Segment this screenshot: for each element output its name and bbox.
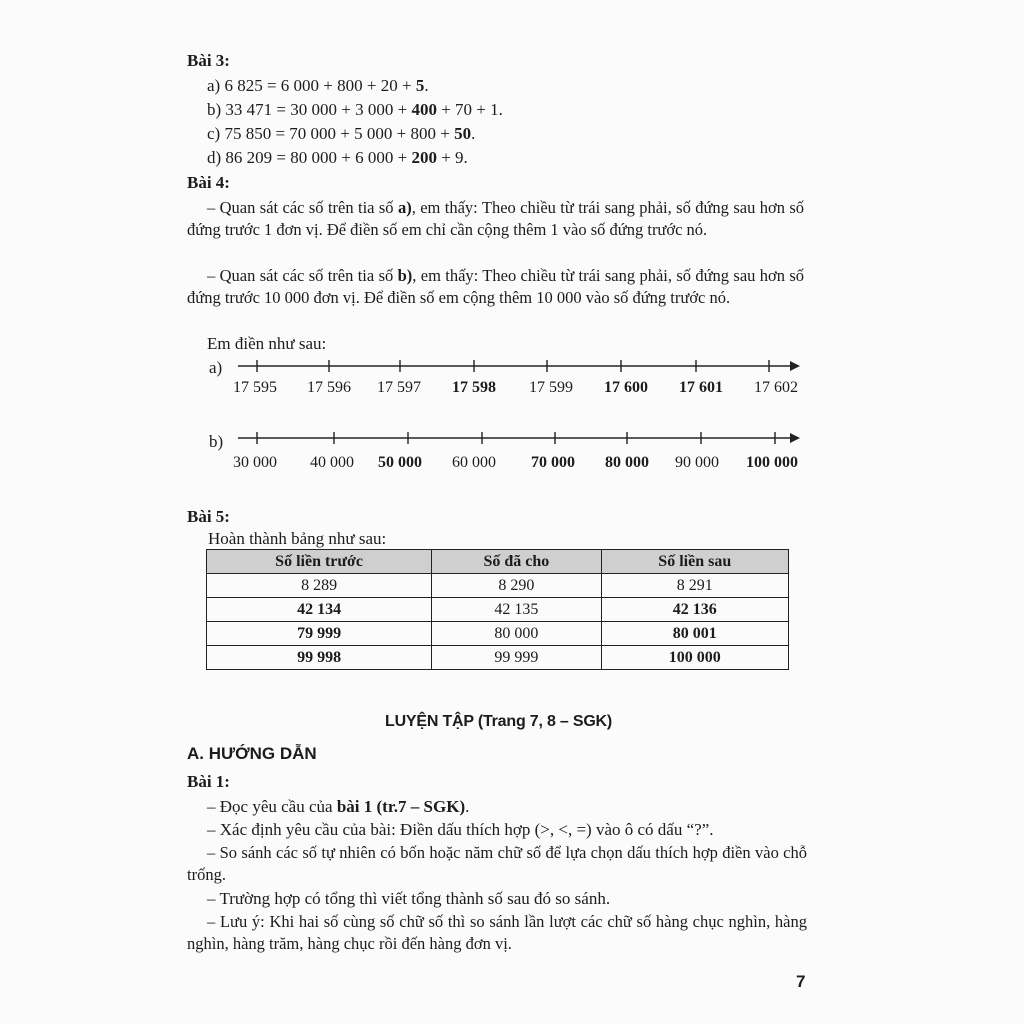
table-cell: 8 289	[207, 574, 432, 598]
number-line-a-tick-label: 17 600	[604, 379, 648, 396]
bai5-intro: Hoàn thành bảng như sau:	[208, 529, 387, 548]
table-row	[207, 574, 789, 598]
table-cell: 99 998	[207, 646, 432, 670]
number-line-b-label: b)	[209, 432, 224, 451]
table-cell: 42 136	[601, 598, 788, 622]
number-line-a	[236, 356, 802, 376]
number-line-a-tick-label: 17 599	[529, 379, 573, 396]
bai1-line-2: – Xác định yêu cầu của bài: Điền dấu thích hợp (>, <, =) vào ô có dấu “?”.	[207, 820, 714, 839]
number-line-b-tick-label: 70 000	[531, 454, 575, 471]
table-header-cell: Số đã cho	[432, 550, 601, 574]
number-line-b-tick-label: 100 000	[746, 454, 798, 471]
table-cell: 99 999	[432, 646, 601, 670]
number-line-b-tick-label: 80 000	[605, 454, 649, 471]
table-row	[207, 598, 789, 622]
number-line-a-tick-label: 17 596	[307, 379, 351, 396]
bai1-line-5: – Lưu ý: Khi hai số cùng số chữ số thì so sánh lần lượt các chữ số hàng chục nghìn, hàng nghìn, hàng trăm, hàng chục rồi đến hàng đơn vị.	[187, 912, 807, 953]
bai5-title: Bài 5:	[187, 507, 230, 526]
table-cell: 100 000	[601, 646, 788, 670]
table-cell: 8 291	[601, 574, 788, 598]
table-header-cell: Số liền sau	[601, 550, 788, 574]
bai3-title: Bài 3:	[187, 51, 230, 70]
page-number: 7	[796, 972, 806, 991]
bai4-paragraph-b: – Quan sát các số trên tia số b), em thấy: Theo chiều từ trái sang phải, số đứng sau hơn số đứng trước 10 000 đơn vị. Để điền số em cộng thêm 10 000 vào số đứng trước nó.	[187, 266, 804, 307]
number-line-a-tick-label: 17 597	[377, 379, 421, 396]
number-line-a-label: a)	[209, 358, 223, 377]
table-header-row	[207, 550, 789, 574]
bai1-line-3: – So sánh các số tự nhiên có bốn hoặc năm chữ số để lựa chọn dấu thích hợp điền vào chỗ trống.	[187, 843, 807, 884]
table-row	[207, 646, 789, 670]
number-line-b-tick-label: 50 000	[378, 454, 422, 471]
number-line-a-tick-label: 17 601	[679, 379, 723, 396]
bai1-title: Bài 1:	[187, 772, 230, 791]
number-line-a-tick-label: 17 598	[452, 379, 496, 396]
number-line-a-tick-label: 17 595	[233, 379, 277, 396]
bai3-line-d: d) 86 209 = 80 000 + 6 000 + 200 + 9.	[207, 148, 468, 167]
bai1-line-4: – Trường hợp có tổng thì viết tổng thành số sau đó so sánh.	[207, 889, 611, 908]
bai4-intro: Em điền như sau:	[207, 334, 327, 353]
table-header-cell: Số liền trước	[207, 550, 432, 574]
table-cell: 79 999	[207, 622, 432, 646]
number-line-b	[236, 428, 802, 448]
table-cell: 42 134	[207, 598, 432, 622]
number-line-b-tick-label: 90 000	[675, 454, 719, 471]
bai3-line-b: b) 33 471 = 30 000 + 3 000 + 400 + 70 + 1.	[207, 100, 503, 119]
bai3-line-c: c) 75 850 = 70 000 + 5 000 + 800 + 50.	[207, 124, 476, 143]
table-cell: 42 135	[432, 598, 601, 622]
bai4-title: Bài 4:	[187, 173, 230, 192]
section-heading-luyen-tap: LUYỆN TẬP (Trang 7, 8 – SGK)	[385, 713, 613, 730]
bai5-table	[206, 549, 789, 670]
table-row	[207, 622, 789, 646]
bai3-line-a: a) 6 825 = 6 000 + 800 + 20 + 5.	[207, 76, 429, 95]
table-cell: 8 290	[432, 574, 601, 598]
table-cell: 80 001	[601, 622, 788, 646]
bai4-paragraph-a: – Quan sát các số trên tia số a), em thấy: Theo chiều từ trái sang phải, số đứng sau hơn số đứng trước 1 đơn vị. Để điền số em chỉ cần cộng thêm 1 vào số đứng trước nó.	[187, 198, 805, 239]
bai1-line-1: – Đọc yêu cầu của bài 1 (tr.7 – SGK).	[207, 797, 470, 816]
table-cell: 80 000	[432, 622, 601, 646]
number-line-b-tick-label: 40 000	[310, 454, 354, 471]
section-title-huong-dan: A. HƯỚNG DẪN	[187, 744, 317, 763]
number-line-a-tick-label: 17 602	[754, 379, 798, 396]
number-line-b-tick-label: 30 000	[233, 454, 277, 471]
number-line-b-tick-label: 60 000	[452, 454, 496, 471]
